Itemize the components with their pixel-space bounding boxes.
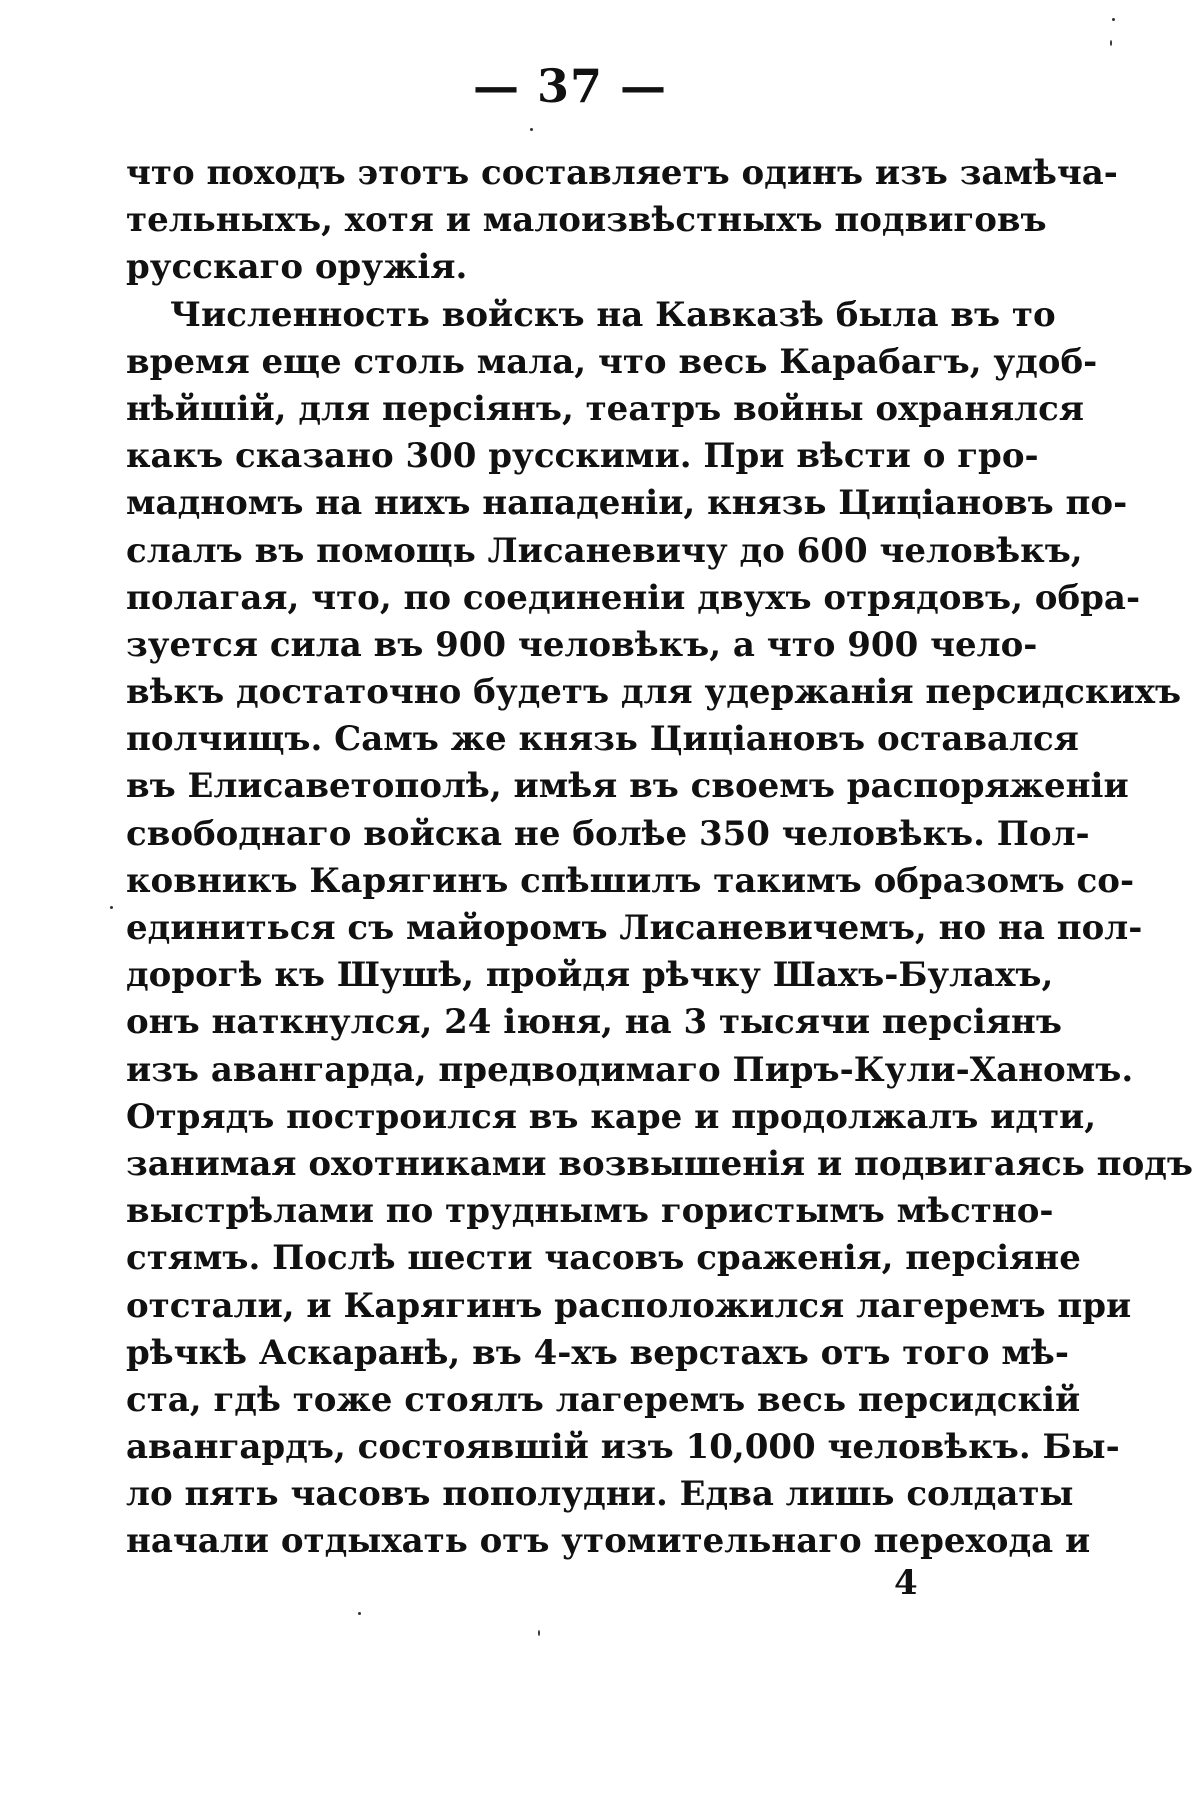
text-line: изъ авангарда, предводимаго Пиръ-Кули-Ханомъ. (126, 1049, 1134, 1090)
text-line: что походъ этотъ составляетъ одинъ изъ замѣча- (126, 153, 1118, 193)
text-line: полчищъ. Самъ же князь Циціановъ оставался (126, 719, 1079, 760)
text-line: мадномъ на нихъ нападеніи, князь Циціановъ по- (126, 483, 1128, 524)
text-line: ковникъ Карягинъ спѣшилъ такимъ образомъ со- (126, 860, 1135, 901)
text-line: выстрѣлами по труднымъ гористымъ мѣстно- (126, 1191, 1054, 1232)
speck (1112, 18, 1115, 21)
text-line: въ Елисаветополѣ, имѣя въ своемъ распоряженіи (126, 766, 1129, 807)
text-line: рѣчкѣ Аскаранѣ, въ 4-хъ верстахъ отъ того мѣ- (126, 1332, 1069, 1373)
signature-mark: 4 (894, 1563, 918, 1603)
speck (530, 128, 533, 131)
text-line: зуется сила въ 900 человѣкъ, а что 900 чело- (126, 624, 1038, 665)
text-line: ста, гдѣ тоже стоялъ лагеремъ весь персидскій (126, 1379, 1081, 1420)
text-line: Отрядъ построился въ каре и продолжалъ идти, (126, 1096, 1097, 1137)
text-line: стямъ. Послѣ шести часовъ сраженія, персіяне (126, 1238, 1081, 1279)
text-line: авангардъ, состоявшій изъ 10,000 человѣкъ. Бы- (126, 1427, 1120, 1468)
text-line: единиться съ майоромъ Лисаневичемъ, но на пол- (126, 908, 1143, 948)
text-line: тельныхъ, хотя и малоизвѣстныхъ подвиговъ (126, 200, 1047, 241)
text-line: русскаго оружія. (126, 247, 468, 288)
page-number: — 37 — (472, 59, 668, 113)
body-text (126, 150, 1193, 1566)
text-line: Численность войскъ на Кавказѣ была въ то (170, 294, 1056, 335)
text-line: нѣйшій, для персіянъ, театръ войны охранялся (126, 388, 1084, 429)
speck (110, 906, 113, 909)
text-line: дорогѣ къ Шушѣ, пройдя рѣчку Шахъ-Булахъ, (126, 955, 1054, 996)
text-line: полагая, что, по соединеніи двухъ отрядовъ, обра- (126, 577, 1141, 618)
text-line: ло пять часовъ пополудни. Едва лишь солдаты (126, 1474, 1074, 1515)
text-line: онъ наткнулся, 24 іюня, на 3 тысячи персіянъ (126, 1002, 1062, 1043)
text-line: занимая охотниками возвышенія и подвигаясь подъ (126, 1143, 1193, 1184)
text-line: слалъ въ помощь Лисаневичу до 600 человѣкъ, (126, 530, 1083, 571)
text-line: вѣкъ достаточно будетъ для удержанія персидскихъ (126, 672, 1182, 713)
text-line: какъ сказано 300 русскими. При вѣсти о гро- (126, 436, 1039, 477)
speck (538, 1630, 540, 1636)
text-line: время еще столь мала, что весь Карабагъ, удоб- (126, 341, 1098, 382)
speck (358, 1612, 361, 1615)
text-line: отстали, и Карягинъ расположился лагеремъ при (126, 1285, 1132, 1326)
text-line: начали отдыхать отъ утомительнаго перехода и (126, 1521, 1091, 1562)
speck (1110, 40, 1112, 46)
text-line: свободнаго войска не болѣе 350 человѣкъ. Пол- (126, 813, 1090, 854)
